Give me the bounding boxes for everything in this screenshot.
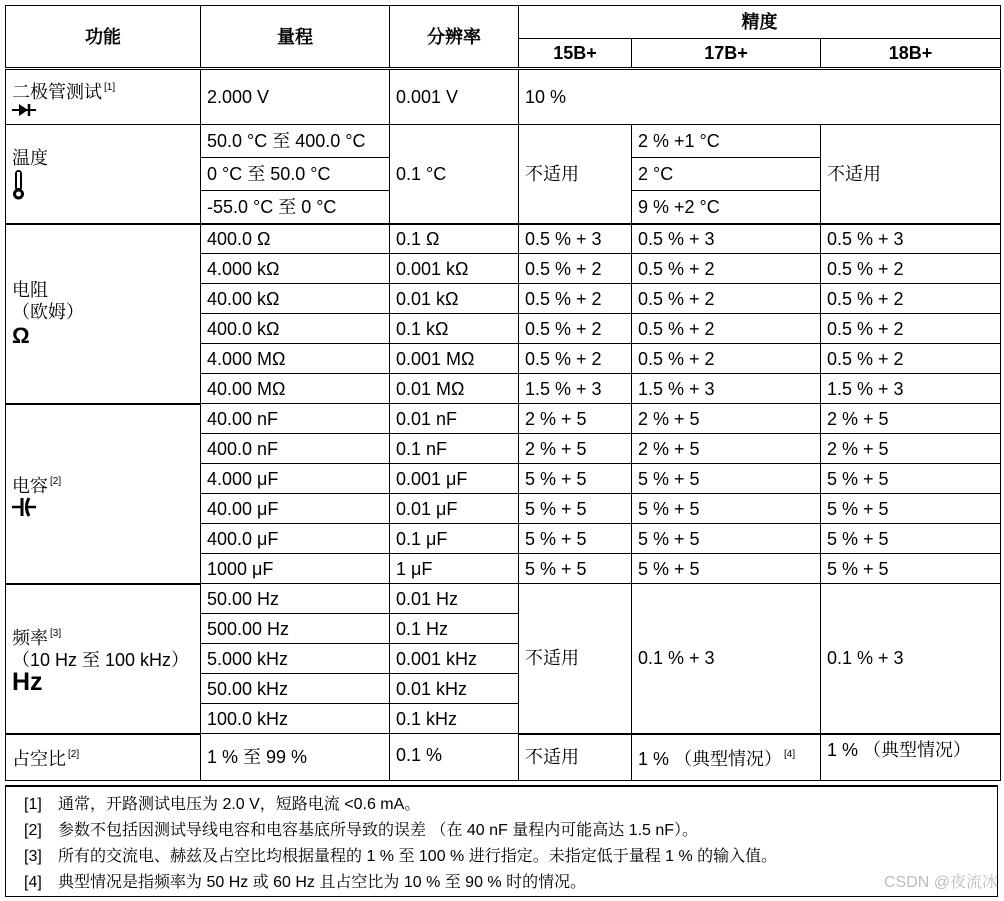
duty-acc-15b: 不适用 bbox=[519, 734, 632, 781]
freq-range: 50.00 Hz bbox=[201, 584, 390, 614]
res-resolution: 0.1 Ω bbox=[390, 224, 519, 254]
temp-acc-18b: 不适用 bbox=[821, 125, 1001, 224]
header-model-17b: 17B+ bbox=[632, 39, 821, 69]
res-range: 4.000 MΩ bbox=[201, 344, 390, 374]
hz-icon: Hz bbox=[12, 667, 43, 696]
res-resolution: 0.01 MΩ bbox=[390, 374, 519, 404]
func-frequency-sublabel: （10 Hz 至 100 kHz） bbox=[12, 649, 190, 670]
cap-resolution: 0.1 μF bbox=[390, 524, 519, 554]
cap-acc-15b: 5 % + 5 bbox=[519, 464, 632, 494]
diode-range: 2.000 V bbox=[201, 69, 390, 125]
footnote-index: [1] bbox=[24, 796, 42, 813]
res-range: 40.00 MΩ bbox=[201, 374, 390, 404]
temp-range: -55.0 °C 至 0 °C bbox=[201, 191, 390, 224]
freq-range: 100.0 kHz bbox=[201, 704, 390, 734]
watermark: CSDN @夜流冰 bbox=[883, 874, 998, 891]
duty-acc-18b: 1 % （典型情况） bbox=[821, 734, 1001, 781]
cap-acc-17b: 5 % + 5 bbox=[632, 554, 821, 584]
cap-acc-15b: 5 % + 5 bbox=[519, 554, 632, 584]
func-capacitance-label: 电容 bbox=[12, 475, 48, 496]
temp-acc-17b: 9 % +2 °C bbox=[632, 191, 821, 224]
note-ref: [4] bbox=[784, 749, 796, 761]
cap-acc-18b: 5 % + 5 bbox=[821, 464, 1001, 494]
cap-resolution: 0.01 nF bbox=[390, 404, 519, 434]
diode-accuracy: 10 % bbox=[519, 69, 1001, 125]
freq-resolution: 0.1 kHz bbox=[390, 704, 519, 734]
res-acc-15b: 0.5 % + 3 bbox=[519, 224, 632, 254]
footnote bbox=[24, 844, 997, 870]
spec-table bbox=[5, 5, 1001, 781]
diode-resolution: 0.001 V bbox=[390, 69, 519, 125]
freq-resolution: 0.01 Hz bbox=[390, 584, 519, 614]
temp-acc-17b: 2 % +1 °C bbox=[632, 125, 821, 158]
ohm-icon: Ω bbox=[12, 322, 30, 348]
res-acc-17b: 0.5 % + 2 bbox=[632, 284, 821, 314]
func-diode-label: 二极管测试 bbox=[12, 82, 102, 102]
res-range: 400.0 kΩ bbox=[201, 314, 390, 344]
res-resolution: 0.001 kΩ bbox=[390, 254, 519, 284]
cap-acc-18b: 5 % + 5 bbox=[821, 494, 1001, 524]
freq-resolution: 0.1 Hz bbox=[390, 614, 519, 644]
note-ref: [3] bbox=[50, 627, 62, 639]
res-acc-17b: 1.5 % + 3 bbox=[632, 374, 821, 404]
temp-acc-17b: 2 °C bbox=[632, 158, 821, 191]
cap-acc-15b: 2 % + 5 bbox=[519, 434, 632, 464]
func-resistance bbox=[6, 224, 201, 404]
freq-range: 500.00 Hz bbox=[201, 614, 390, 644]
func-duty-label: 占空比 bbox=[12, 749, 66, 770]
temp-range: 50.0 °C 至 400.0 °C bbox=[201, 125, 390, 158]
footnote-text: 典型情况是指频率为 50 Hz 或 60 Hz 且占空比为 10 % 至 90 % 时的情况。 bbox=[58, 874, 587, 891]
res-acc-18b: 0.5 % + 2 bbox=[821, 344, 1001, 374]
duty-acc-17b-text: 1 % （典型情况） bbox=[638, 749, 783, 770]
header-accuracy: 精度 bbox=[519, 6, 1001, 39]
cap-acc-18b: 5 % + 5 bbox=[821, 554, 1001, 584]
cap-acc-18b: 5 % + 5 bbox=[821, 524, 1001, 554]
func-duty bbox=[6, 734, 201, 781]
cap-acc-17b: 2 % + 5 bbox=[632, 404, 821, 434]
freq-resolution: 0.001 kHz bbox=[390, 644, 519, 674]
duty-range: 1 % 至 99 % bbox=[201, 734, 390, 781]
cap-resolution: 0.001 μF bbox=[390, 464, 519, 494]
footnote-index: [4] bbox=[24, 874, 42, 891]
func-resistance-label: 电阻 bbox=[12, 279, 48, 300]
footnote-text: 参数不包括因测试导线电容和电容基底所导致的误差 （在 40 nF 量程内可能高达 1.5 nF）。 bbox=[58, 822, 699, 839]
footnote bbox=[24, 870, 997, 896]
res-resolution: 0.1 kΩ bbox=[390, 314, 519, 344]
res-resolution: 0.001 MΩ bbox=[390, 344, 519, 374]
header-resolution: 分辨率 bbox=[390, 6, 519, 69]
res-acc-15b: 0.5 % + 2 bbox=[519, 314, 632, 344]
temp-range: 0 °C 至 50.0 °C bbox=[201, 158, 390, 191]
note-ref: [1] bbox=[104, 82, 116, 93]
res-acc-15b: 0.5 % + 2 bbox=[519, 284, 632, 314]
cap-resolution: 0.01 μF bbox=[390, 494, 519, 524]
res-acc-17b: 0.5 % + 2 bbox=[632, 314, 821, 344]
res-acc-18b: 0.5 % + 3 bbox=[821, 224, 1001, 254]
res-acc-15b: 0.5 % + 2 bbox=[519, 344, 632, 374]
capacitor-icon bbox=[12, 497, 36, 517]
diode-icon bbox=[12, 103, 36, 117]
freq-resolution: 0.01 kHz bbox=[390, 674, 519, 704]
cap-range: 1000 μF bbox=[201, 554, 390, 584]
footnote-text: 通常，开路测试电压为 2.0 V，短路电流 <0.6 mA。 bbox=[58, 796, 421, 813]
cap-acc-15b: 2 % + 5 bbox=[519, 404, 632, 434]
temp-resolution: 0.1 °C bbox=[390, 125, 519, 224]
cap-range: 40.00 nF bbox=[201, 404, 390, 434]
duty-resolution: 0.1 % bbox=[390, 734, 519, 781]
res-range: 40.00 kΩ bbox=[201, 284, 390, 314]
func-diode bbox=[6, 69, 201, 125]
footnotes bbox=[5, 785, 998, 897]
res-resolution: 0.01 kΩ bbox=[390, 284, 519, 314]
temp-acc-15b: 不适用 bbox=[519, 125, 632, 224]
note-ref: [2] bbox=[50, 475, 62, 487]
res-acc-18b: 0.5 % + 2 bbox=[821, 254, 1001, 284]
func-temperature-label: 温度 bbox=[12, 147, 48, 168]
cap-acc-15b: 5 % + 5 bbox=[519, 494, 632, 524]
res-acc-15b: 0.5 % + 2 bbox=[519, 254, 632, 284]
cap-acc-17b: 5 % + 5 bbox=[632, 494, 821, 524]
func-capacitance bbox=[6, 404, 201, 584]
res-acc-17b: 0.5 % + 2 bbox=[632, 254, 821, 284]
cap-acc-18b: 2 % + 5 bbox=[821, 404, 1001, 434]
cap-range: 40.00 μF bbox=[201, 494, 390, 524]
cap-range: 4.000 μF bbox=[201, 464, 390, 494]
footnote bbox=[24, 792, 997, 818]
cap-acc-18b: 2 % + 5 bbox=[821, 434, 1001, 464]
header-function: 功能 bbox=[6, 6, 201, 69]
cap-acc-17b: 5 % + 5 bbox=[632, 464, 821, 494]
func-frequency-label: 频率 bbox=[12, 627, 48, 648]
res-acc-18b: 0.5 % + 2 bbox=[821, 314, 1001, 344]
duty-acc-17b bbox=[632, 734, 821, 781]
header-model-18b: 18B+ bbox=[821, 39, 1001, 69]
freq-acc-18b: 0.1 % + 3 bbox=[821, 584, 1001, 734]
res-acc-18b: 0.5 % + 2 bbox=[821, 284, 1001, 314]
footnote-index: [3] bbox=[24, 848, 42, 865]
res-acc-18b: 1.5 % + 3 bbox=[821, 374, 1001, 404]
func-frequency bbox=[6, 584, 201, 734]
thermometer-icon bbox=[12, 169, 26, 201]
res-acc-17b: 0.5 % + 3 bbox=[632, 224, 821, 254]
freq-acc-17b: 0.1 % + 3 bbox=[632, 584, 821, 734]
note-ref: [2] bbox=[68, 749, 80, 761]
freq-range: 5.000 kHz bbox=[201, 644, 390, 674]
freq-acc-15b: 不适用 bbox=[519, 584, 632, 734]
cap-acc-15b: 5 % + 5 bbox=[519, 524, 632, 554]
header-model-15b: 15B+ bbox=[519, 39, 632, 69]
cap-acc-17b: 2 % + 5 bbox=[632, 434, 821, 464]
res-range: 4.000 kΩ bbox=[201, 254, 390, 284]
res-range: 400.0 Ω bbox=[201, 224, 390, 254]
footnote-index: [2] bbox=[24, 822, 42, 839]
cap-range: 400.0 nF bbox=[201, 434, 390, 464]
freq-range: 50.00 kHz bbox=[201, 674, 390, 704]
footnote bbox=[24, 818, 997, 844]
res-acc-15b: 1.5 % + 3 bbox=[519, 374, 632, 404]
func-temperature bbox=[6, 125, 201, 224]
cap-resolution: 0.1 nF bbox=[390, 434, 519, 464]
footnote-text: 所有的交流电、赫兹及占空比均根据量程的 1 % 至 100 % 进行指定。未指定低于量程 1 % 的输入值。 bbox=[58, 848, 778, 865]
res-acc-17b: 0.5 % + 2 bbox=[632, 344, 821, 374]
cap-range: 400.0 μF bbox=[201, 524, 390, 554]
cap-resolution: 1 μF bbox=[390, 554, 519, 584]
cap-acc-17b: 5 % + 5 bbox=[632, 524, 821, 554]
header-range: 量程 bbox=[201, 6, 390, 69]
func-resistance-sublabel: （欧姆） bbox=[12, 301, 84, 322]
